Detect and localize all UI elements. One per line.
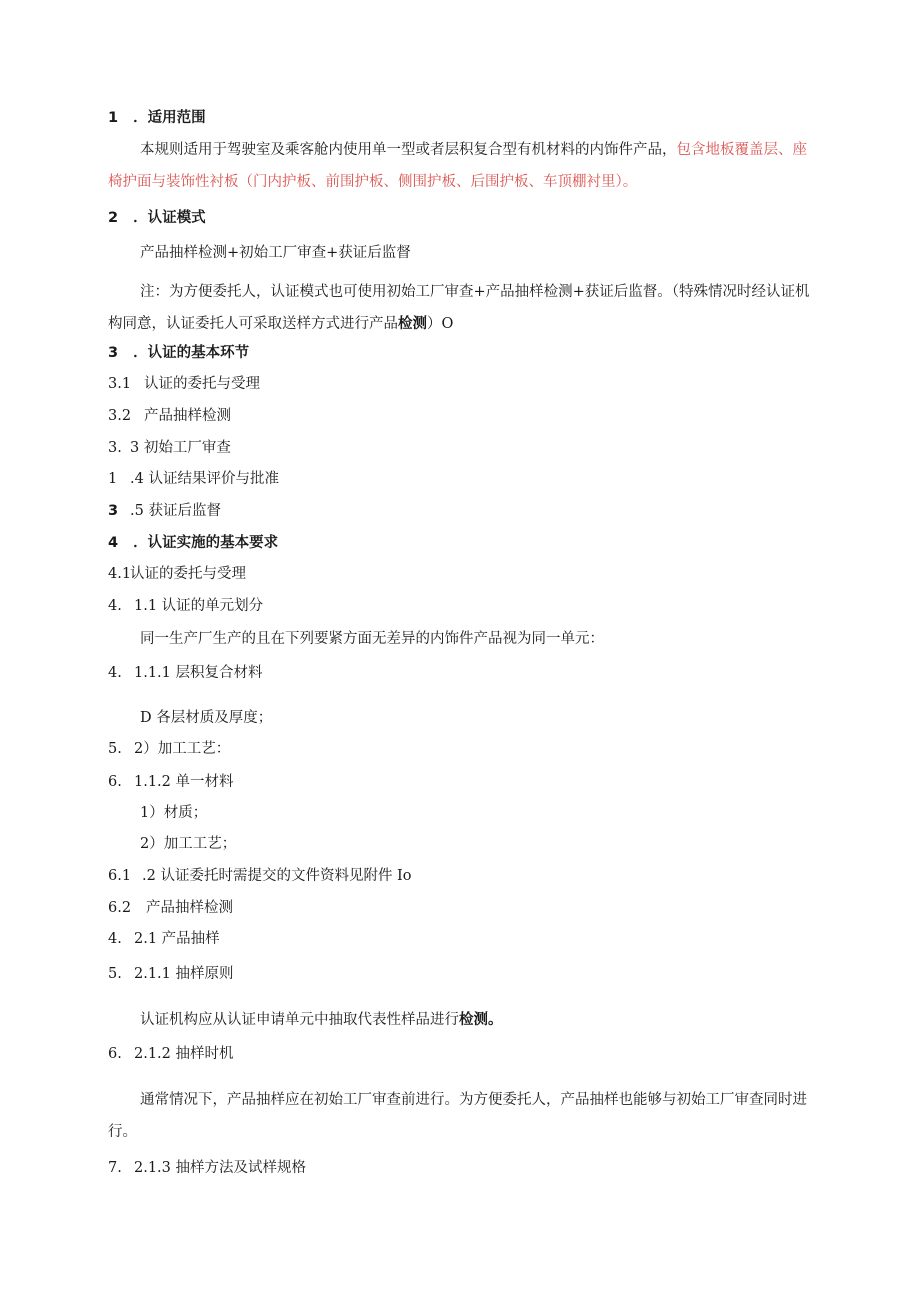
unit-description: 同一生产厂生产的且在下列要紧方面无差异的内饰件产品视为同一单元： — [140, 631, 604, 647]
section-number: 2 — [108, 210, 119, 226]
section-title: ．适用范围 — [133, 110, 206, 126]
section-title: ．认证的基本环节 — [133, 345, 250, 361]
list-item: 6. 2.1.2 抽样时机 — [108, 1046, 234, 1062]
note-text-end: ）O — [427, 316, 454, 332]
certification-mode: 产品抽样检测+初始工厂审查+获证后监督 — [140, 245, 411, 261]
section-title: ．认证模式 — [133, 210, 206, 226]
list-item: 6. 1.1.2 单一材料 — [108, 774, 234, 790]
timing-paragraph: 通常情况下，产品抽样应在初始工厂审查前进行。为方便委托人，产品抽样也能够与初始工厂审查同时进行。 — [108, 1092, 807, 1140]
list-item: 3. 3 初始工厂审查 — [108, 440, 231, 456]
list-item: D 各层材质及厚度； — [140, 710, 273, 726]
section-number: 3 — [108, 345, 119, 361]
list-item: 2）加工工艺； — [140, 836, 237, 852]
list-item: 6.1 .2 认证委托时需提交的文件资料见附件 Io — [108, 868, 412, 884]
list-item: 3 .5 获证后监督 — [108, 503, 221, 519]
scope-text: 本规则适用于驾驶室及乘客舱内使用单一型或者层积复合型有机材料的内饰件产品， — [140, 142, 677, 158]
list-item: 3.1 认证的委托与受理 — [108, 376, 260, 392]
section-1-heading — [108, 108, 206, 128]
section-3-heading — [108, 343, 249, 363]
list-item: 1 .4 认证结果评价与批准 — [108, 471, 279, 487]
list-item: 6.2 产品抽样检测 — [108, 900, 233, 916]
section-number: 1 — [108, 110, 119, 126]
section-4-heading — [108, 533, 278, 553]
scope-paragraph — [108, 134, 813, 198]
list-item: 4.1认证的委托与受理 — [108, 566, 246, 582]
mode-note-paragraph — [108, 276, 813, 340]
note-text: 注：为方便委托人，认证模式也可使用初始工厂审查+产品抽样检测+获证后监督。（特殊情况时经认证机构同意，认证委托人可采取送样方式进行产品 — [108, 284, 810, 332]
scope-text-highlight: 包含地板覆盖层、座椅护面与装饰性衬板（门内护板、前围护板、侧围护板、后围护板、车顶棚衬里）。 — [108, 142, 807, 190]
list-item: 4. 1.1 认证的单元划分 — [108, 598, 264, 614]
list-item: 4. 1.1.1 层积复合材料 — [108, 665, 263, 681]
list-item: 5. 2）加工工艺： — [108, 741, 231, 757]
section-title: ．认证实施的基本要求 — [133, 535, 279, 551]
section-2-heading — [108, 208, 206, 228]
list-item: 4. 2.1 产品抽样 — [108, 931, 220, 947]
list-item: 5. 2.1.1 抽样原则 — [108, 966, 234, 982]
list-item: 1）材质； — [140, 805, 208, 821]
list-item: 7. 2.1.3 抽样方法及试样规格 — [108, 1160, 307, 1176]
sampling-principle: 认证机构应从认证申请单元中抽取代表性样品进行检测。 — [140, 1012, 503, 1028]
note-text-bold: 检测 — [398, 316, 427, 332]
list-item: 3.2 产品抽样检测 — [108, 408, 231, 424]
section-number: 4 — [108, 535, 119, 551]
